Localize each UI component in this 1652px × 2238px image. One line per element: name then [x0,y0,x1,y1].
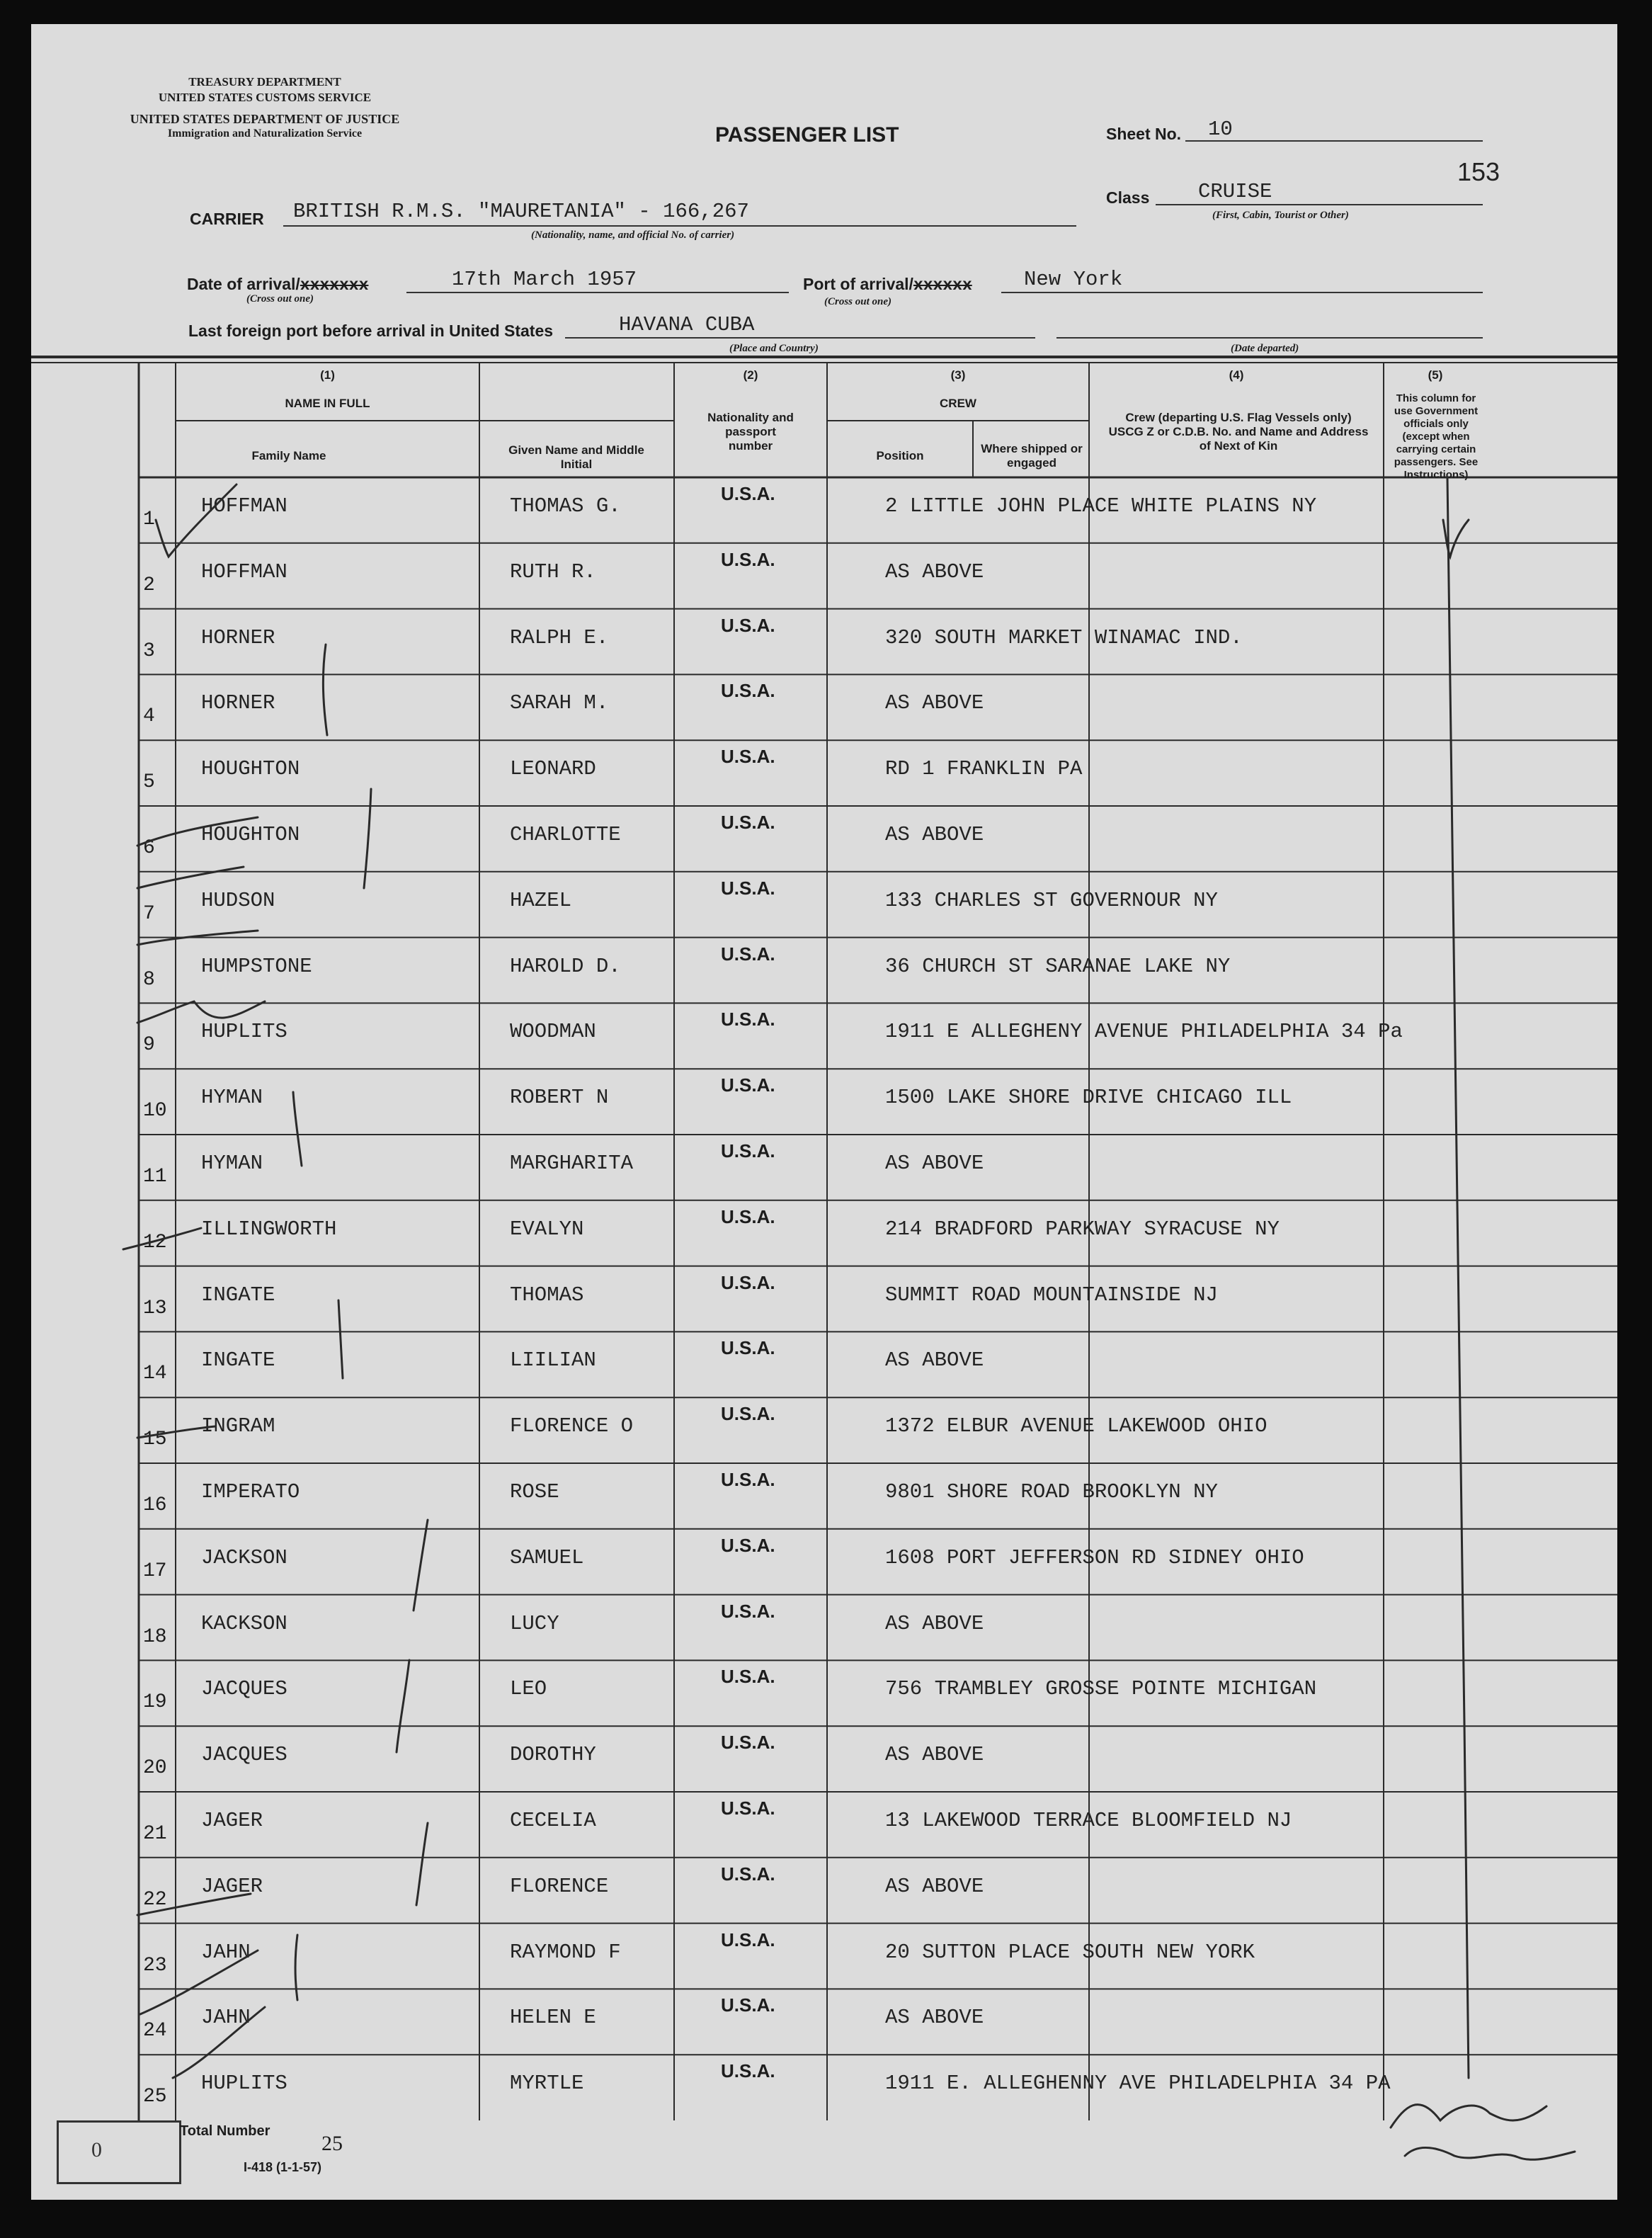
family-name: HOFFMAN [201,560,287,584]
family-name: HUPLITS [201,1020,287,1044]
nationality: U.S.A. [721,1929,775,1950]
address: 1911 E ALLEGHENY AVENUE PHILADELPHIA 34 Pa [885,1020,1403,1044]
address: AS ABOVE [885,1348,984,1373]
family-name: INGATE [201,1283,275,1307]
given-name: THOMAS G. [510,494,621,518]
family-name: HUDSON [201,888,275,912]
table-row [31,1529,1617,1595]
given-name: HAROLD D. [510,954,621,978]
row-number: 17 [143,1560,167,1582]
address: AS ABOVE [885,1152,984,1175]
passenger-list-sheet [31,24,1617,2200]
row-number: 5 [143,771,155,794]
family-name-header: Family Name [251,449,326,462]
given-name: EVALYN [510,1217,584,1241]
row-number: 1 [143,509,155,530]
address: 9801 SHORE ROAD BROOKLYN NY [885,1480,1218,1504]
address: 20 SUTTON PLACE SOUTH NEW YORK [885,1940,1255,1964]
agency-line-4: Immigration and Naturalization Service [167,127,363,140]
nationality: U.S.A. [721,614,775,636]
family-name: JAHN [201,1940,251,1964]
page-title: PASSENGER LIST [715,123,899,147]
nationality: U.S.A. [721,1271,775,1293]
agency-line-2: UNITED STATES CUSTOMS SERVICE [158,91,372,104]
given-name: RUTH R. [510,560,596,584]
nationality: U.S.A. [721,680,775,702]
address: AS ABOVE [885,1743,984,1767]
table-row [31,1200,1617,1266]
family-name: HOFFMAN [201,494,287,518]
col2-title: Nationality and passport number [707,411,794,453]
class-value: CRUISE [1198,180,1272,203]
row-number: 14 [143,1363,167,1385]
nationality: U.S.A. [721,1140,775,1161]
last-port-label: Last foreign port before arrival in United States [188,322,554,340]
row-number: 25 [143,2086,167,2108]
table-row [31,740,1617,806]
form-number: I-418 (1-1-57) [244,2160,322,2174]
carrier-value: BRITISH R.M.S. "MAURETANIA" - 166,267 [293,200,749,223]
family-name: JACKSON [201,1545,287,1569]
nationality: U.S.A. [721,1009,775,1030]
family-name: JAGER [201,1874,263,1898]
arrival-port-note: (Cross out one) [824,296,892,307]
family-name: INGATE [201,1348,275,1373]
table-row [31,1397,1617,1463]
table-row [31,1726,1617,1792]
date-departed-note: (Date departed) [1231,343,1299,354]
table-row [31,1003,1617,1069]
table-row [31,1792,1617,1858]
given-name: RALPH E. [510,625,609,649]
family-name: INGRAM [201,1414,275,1438]
address: 1608 PORT JEFFERSON RD SIDNEY OHIO [885,1545,1304,1569]
address: AS ABOVE [885,1611,984,1635]
agency-line-1: TREASURY DEPARTMENT [188,75,341,89]
row-number: 23 [143,1954,167,1977]
col3-title: CREW [940,397,976,410]
col5-title: This column for use Government officials only (except when carrying certain passengers. See Instructions) [1394,392,1479,481]
address: AS ABOVE [885,560,984,584]
last-port-value: HAVANA CUBA [619,313,755,336]
position-header: Position [876,449,924,462]
row-number: 6 [143,837,155,859]
arrival-port-value: New York [1024,268,1123,291]
address: 320 SOUTH MARKET WINAMAC IND. [885,625,1243,649]
given-name: LUCY [510,1611,559,1635]
given-name: MYRTLE [510,2072,584,2096]
family-name: KACKSON [201,1611,287,1635]
row-number: 4 [143,705,155,728]
carrier-label: CARRIER [190,210,264,228]
given-name-header: Given Name and Middle Initial [508,443,644,471]
table-row [31,1266,1617,1332]
table-row [31,674,1617,740]
table-row [31,938,1617,1004]
nationality: U.S.A. [721,1666,775,1688]
family-name: IMPERATO [201,1480,300,1504]
nationality: U.S.A. [721,483,775,504]
family-name: JACQUES [201,1743,287,1767]
family-name: HYMAN [201,1086,263,1110]
row-number: 9 [143,1034,155,1057]
nationality: U.S.A. [721,943,775,965]
table-row [31,1858,1617,1924]
nationality: U.S.A. [721,1403,775,1425]
nationality: U.S.A. [721,548,775,570]
nationality: U.S.A. [721,1797,775,1819]
address: SUMMIT ROAD MOUNTAINSIDE NJ [885,1283,1218,1307]
col5-number: (5) [1428,368,1443,382]
arrival-date-note: (Cross out one) [246,293,314,305]
table-row [31,477,1617,543]
row-number: 3 [143,640,155,662]
row-number: 2 [143,574,155,596]
arrival-date-label-text: Date of arrival/ [187,275,300,293]
nationality: U.S.A. [721,877,775,899]
row-number: 10 [143,1100,167,1123]
given-name: LEONARD [510,757,596,781]
family-name: HUPLITS [201,2072,287,2096]
nationality: U.S.A. [721,1600,775,1622]
given-name: FLORENCE [510,1874,609,1898]
table-row [31,806,1617,872]
given-name: HELEN E [510,2006,596,2030]
address: AS ABOVE [885,823,984,846]
address: AS ABOVE [885,2006,984,2030]
last-port-note: (Place and Country) [729,343,819,354]
family-name: HYMAN [201,1152,263,1175]
class-label: Class [1106,188,1150,207]
table-row [31,1463,1617,1529]
address: AS ABOVE [885,691,984,715]
total-number-label: Total Number [180,2123,270,2139]
row-number: 16 [143,1494,167,1516]
sheet-label: Sheet No. [1106,125,1182,143]
row-number: 24 [143,2020,167,2043]
row-number: 12 [143,1231,167,1254]
nationality: U.S.A. [721,1732,775,1754]
family-name: JACQUES [201,1677,287,1701]
row-number: 8 [143,968,155,991]
given-name: CECELIA [510,1809,596,1832]
given-name: WOODMAN [510,1020,596,1044]
given-name: LEO [510,1677,547,1701]
nationality: U.S.A. [721,746,775,768]
address: 2 LITTLE JOHN PLACE WHITE PLAINS NY [885,494,1317,518]
given-name: HAZEL [510,888,572,912]
col4-title: Crew (departing U.S. Flag Vessels only) USCG Z or C.D.B. No. and Name and Address of Next of Kin [1108,411,1369,453]
footer-box [57,2120,181,2184]
family-name: HOUGHTON [201,823,300,846]
row-number: 20 [143,1757,167,1780]
class-note: (First, Cabin, Tourist or Other) [1212,210,1349,221]
address: 1911 E. ALLEGHENNY AVE PHILADELPHIA 34 PA [885,2072,1391,2096]
row-number: 7 [143,902,155,925]
col4-number: (4) [1229,368,1244,382]
nationality: U.S.A. [721,1337,775,1359]
address: 133 CHARLES ST GOVERNOUR NY [885,888,1218,912]
address: 214 BRADFORD PARKWAY SYRACUSE NY [885,1217,1280,1241]
given-name: RAYMOND F [510,1940,621,1964]
nationality: U.S.A. [721,2060,775,2082]
given-name: MARGHARITA [510,1152,634,1175]
total-number-value: 25 [321,2132,343,2155]
family-name: JAGER [201,1809,263,1832]
arrival-port-label-text: Port of arrival/ [803,275,913,293]
table-row [31,1135,1617,1200]
col1-title: NAME IN FULL [285,397,370,410]
given-name: FLORENCE O [510,1414,634,1438]
family-name: HOUGHTON [201,757,300,781]
address: 756 TRAMBLEY GROSSE POINTE MICHIGAN [885,1677,1317,1701]
address: 13 LAKEWOOD TERRACE BLOOMFIELD NJ [885,1809,1292,1832]
address: 1372 ELBUR AVENUE LAKEWOOD OHIO [885,1414,1268,1438]
col2-number: (2) [743,368,758,382]
nationality: U.S.A. [721,1469,775,1490]
given-name: ROBERT N [510,1086,609,1110]
row-number: 21 [143,1823,167,1845]
row-number: 13 [143,1297,167,1319]
row-number: 18 [143,1625,167,1648]
shipped-header: Where shipped or engaged [981,442,1083,470]
table-row [31,543,1617,609]
family-name: ILLINGWORTH [201,1217,337,1241]
row-number: 15 [143,1428,167,1451]
arrival-port-struck: xxxxxx [913,276,972,295]
table-row [31,872,1617,938]
nationality: U.S.A. [721,1205,775,1227]
nationality: U.S.A. [721,1994,775,2016]
family-name: HORNER [201,625,275,649]
given-name: ROSE [510,1480,559,1504]
address: RD 1 FRANKLIN PA [885,757,1083,781]
nationality: U.S.A. [721,1074,775,1096]
row-number: 19 [143,1691,167,1714]
table-row [31,1595,1617,1661]
table-row [31,609,1617,675]
row-number: 22 [143,1888,167,1911]
col1-number: (1) [320,368,335,382]
nationality: U.S.A. [721,812,775,833]
given-name: THOMAS [510,1283,584,1307]
nationality: U.S.A. [721,1863,775,1885]
table-row [31,1989,1617,2055]
page-number: 153 [1457,157,1500,186]
row-number: 11 [143,1166,167,1188]
sheet-value: 10 [1208,118,1233,141]
address: 1500 LAKE SHORE DRIVE CHICAGO ILL [885,1086,1292,1110]
given-name: CHARLOTTE [510,823,621,846]
address: 36 CHURCH ST SARANAE LAKE NY [885,954,1231,978]
nationality: U.S.A. [721,1534,775,1556]
given-name: SAMUEL [510,1545,584,1569]
family-name: HORNER [201,691,275,715]
agency-line-3: UNITED STATES DEPARTMENT OF JUSTICE [130,112,400,126]
given-name: DOROTHY [510,1743,596,1767]
table-row [31,1660,1617,1726]
col3-number: (3) [950,368,966,382]
table-row [31,2055,1617,2120]
arrival-date-struck: xxxxxxx [300,276,369,295]
arrival-date-value: 17th March 1957 [452,268,637,291]
table-row [31,1331,1617,1397]
carrier-note: (Nationality, name, and official No. of carrier) [531,229,735,241]
given-name: SARAH M. [510,691,609,715]
family-name: JAHN [201,2006,251,2030]
given-name: LIILIAN [510,1348,596,1373]
table-row [31,1924,1617,1989]
address: AS ABOVE [885,1874,984,1898]
table-row [31,1069,1617,1135]
family-name: HUMPSTONE [201,954,312,978]
footer-box-value: 0 [91,2138,102,2162]
